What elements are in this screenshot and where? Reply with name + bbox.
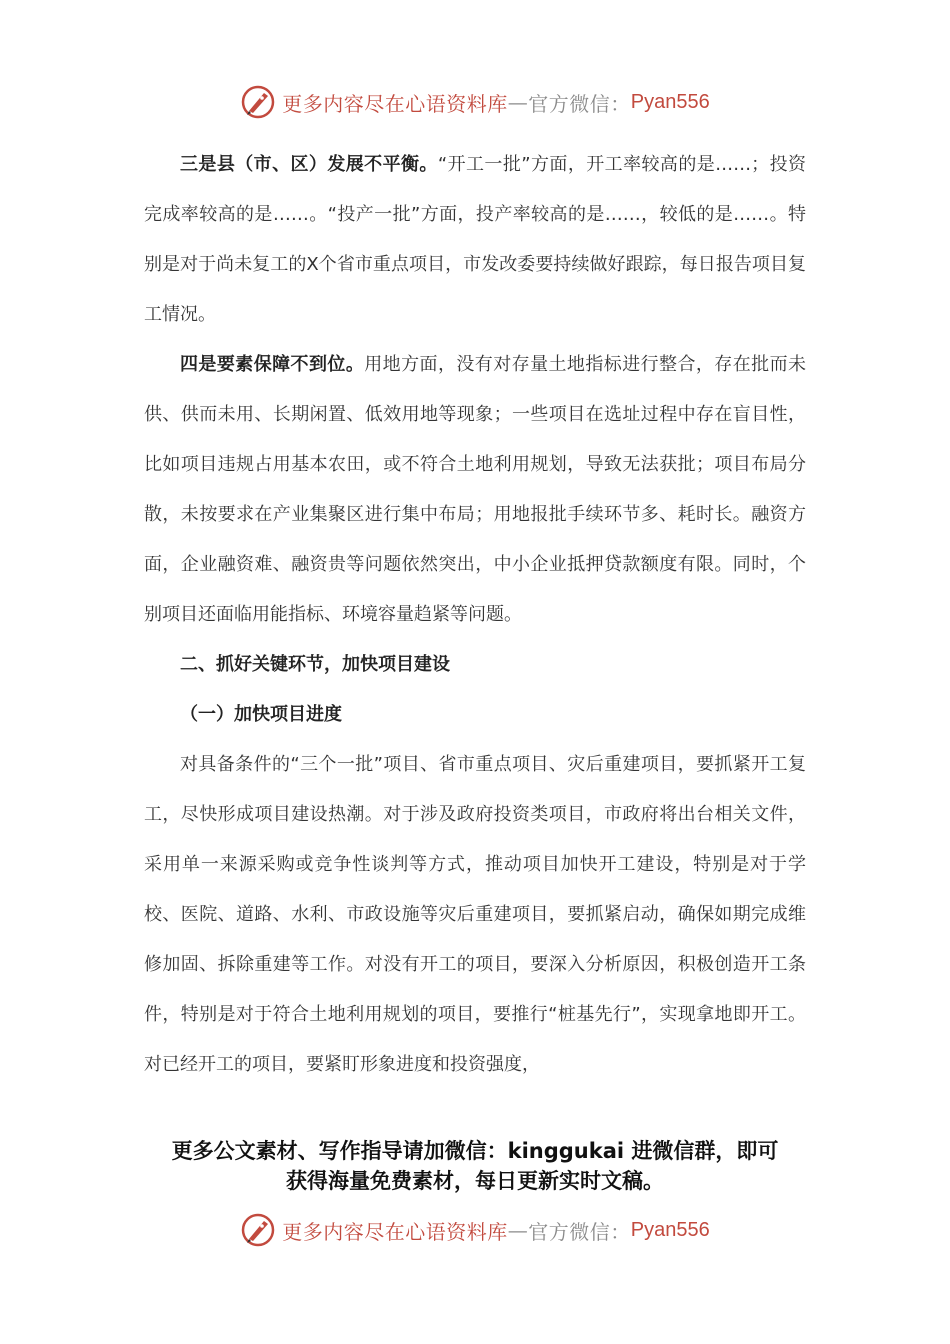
header-wechat-id: Pyan556 xyxy=(630,90,710,113)
paragraph-project-progress: 对具备条件的“三个一批”项目、省市重点项目、灾后重建项目，要抓紧开工复工，尽快形成项目建设热潮。对于涉及政府投资类项目，市政府将出台相关文件，采用单一来源采购或竞争性谈判等方式，推动项目加快开工建设，特别是对于学校、医院、道路、水利、市政设施等灾后重建项目，要抓紧启动，确保如期完成维修加固、拆除重建等工作。对没有开工的项目，要深入分析原因，积极创造开工条件，特别是对于符合土地利用规划的项目，要推行“桩基先行”，实现拿地即开工。对已经开工的项目，要紧盯形象进度和投资强度， xyxy=(144,754,806,1075)
paragraph-lead: 三是县（市、区）发展不平衡。 xyxy=(180,154,438,175)
header-banner xyxy=(0,82,950,122)
footer-separator: — xyxy=(507,1218,529,1242)
footer-wechat-id: Pyan556 xyxy=(630,1218,710,1241)
document-body xyxy=(144,140,806,1090)
header-brand-text: 更多内容尽在心语资料库 xyxy=(282,91,508,116)
promo-line-2: 获得海量免费素材，每日更新实时文稿。 xyxy=(286,1169,664,1193)
footer-official-label: 官方微信： xyxy=(528,1219,631,1244)
paragraph-text: “开工一批”方面，开工率较高的是……；投资完成率较高的是……。“投产一批”方面，投产率较高的是……，较低的是……。特别是对于尚未复工的X个省市重点项目，市发改委要持续做好跟踪，每日报告项目复工情况。 xyxy=(144,154,806,325)
footer-banner xyxy=(0,1210,950,1250)
header-official-label: 官方微信： xyxy=(528,91,631,116)
promo-line-1: 更多公文素材、写作指导请加微信：kinggukai 进微信群，即可 xyxy=(171,1139,779,1163)
section-heading: 二、抓好关键环节，加快项目建设 xyxy=(180,654,450,675)
pen-nib-seal-icon xyxy=(240,84,276,120)
promo-notice xyxy=(0,1136,950,1196)
subsection-heading: （一）加快项目进度 xyxy=(180,704,342,725)
paragraph-factor-guarantee xyxy=(144,340,806,640)
paragraph-lead: 四是要素保障不到位。 xyxy=(180,354,365,375)
footer-brand-text: 更多内容尽在心语资料库 xyxy=(282,1219,508,1244)
paragraph-imbalance xyxy=(144,140,806,340)
pen-nib-seal-icon xyxy=(240,1212,276,1248)
paragraph-text: 用地方面，没有对存量土地指标进行整合，存在批而未供、供而未用、长期闲置、低效用地等现象；一些项目在选址过程中存在盲目性，比如项目违规占用基本农田，或不符合土地利用规划，导致无法获批；项目布局分散，未按要求在产业集聚区进行集中布局；用地报批手续环节多、耗时长。融资方面，企业融资难、融资贵等问题依然突出，中小企业抵押贷款额度有限。同时，个别项目还面临用能指标、环境容量趋紧等问题。 xyxy=(144,354,807,625)
header-separator: — xyxy=(507,90,529,114)
